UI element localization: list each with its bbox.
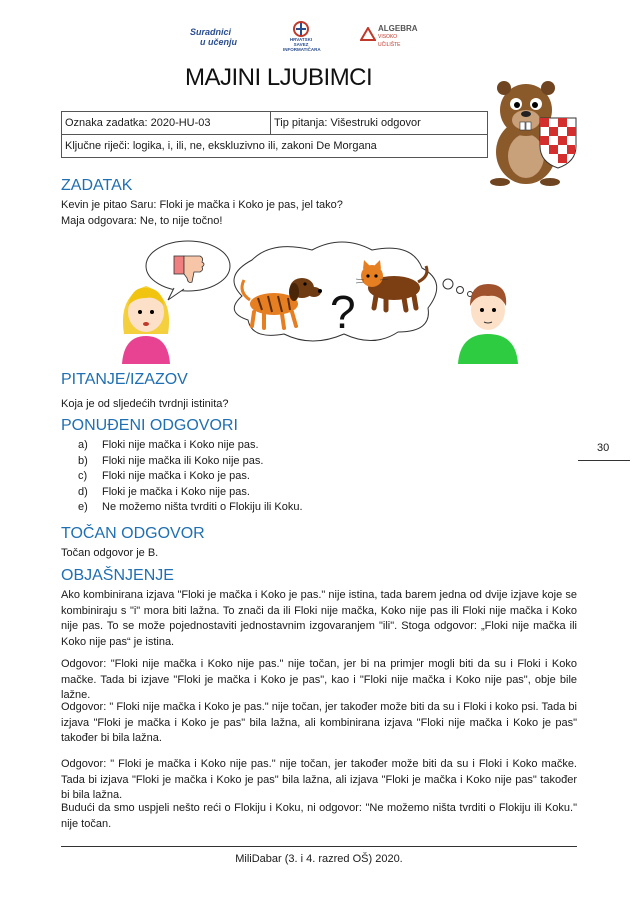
question-heading: PITANJE/IZAZOV <box>61 371 188 388</box>
footer-rule <box>61 846 577 847</box>
task-text: Kevin je pitao Saru: Floki je mačka i Koko je pas, jel tako? Maja odgovara: Ne, to nije točno! <box>61 199 343 227</box>
footer-text: MiliDabar (3. i 4. razred OŠ) 2020. <box>235 853 403 865</box>
answer-options-list <box>78 438 303 516</box>
page-title: MAJINI LJUBIMCI <box>185 64 373 91</box>
question-mark: ? <box>330 286 356 338</box>
task-meta-table <box>61 111 488 158</box>
girl-avatar <box>122 286 170 364</box>
logo-hsi: HRVATSKI SAVEZ INFORMATIČARA <box>283 37 321 52</box>
page-number: 30 <box>597 442 610 454</box>
algebra-logo-icon <box>360 27 376 46</box>
question-text: Koja je od sljedećih tvrdnji istinita? <box>61 398 229 410</box>
task-code: Oznaka zadatka: 2020-HU-03 <box>62 112 271 135</box>
option-e: e) Ne možemo ništa tvrditi o Flokiju ili Koku. <box>78 501 303 513</box>
beaver-mascot-icon <box>474 74 584 191</box>
option-d: d) Floki je mačka i Koko nije pas. <box>78 485 250 498</box>
explanation-paragraph-2: Odgovor: "Floki nije mačka i Koko nije pas." nije točan, jer bi na primjer mogli biti da su i Floki i Koko mačke. Tada bi izjave "Floki je mačka i Koko je pas", kao i "Floki nije mačka i Koko nije pas", obje bile lažne. <box>61 658 577 701</box>
page-number-rule <box>578 460 630 461</box>
keywords: Ključne riječi: logika, i, ili, ne, ekskluzivno ili, zakoni De Morgana <box>62 135 488 158</box>
option-a: a) Floki nije mačka i Koko nije pas. <box>78 439 259 451</box>
explanation-paragraph-1: Ako kombinirana izjava "Floki je mačka i Koko je pas." nije istina, tada barem jedna od dvije izjave koje se kombiniraju s "i" mora biti lažna. To znači da ili Floki nije mačka, Koko nije pas ili Floki nije mačka i Koko nije pas. To se može pojednostaviti jednostavnim izgovaranjem "ili". Stoga odgovor: „Floki nije mačka ili Koko nije pas“ je istina. <box>61 589 577 648</box>
logo-suradnici: Suradnici u učenju <box>190 27 238 47</box>
explanation-paragraph-3: Odgovor: " Floki nije mačka i Koko je pas." nije točan, jer također može biti da su i Floki i koko psi. Tada bi izjava "Floki je mačka i Koko je pas" bila lažna, ali kombinirana izjava "Floki nije mačka i Koko je pas" također bi bila lažna. <box>61 701 577 744</box>
logo-algebra: ALGEBRA VISOKO UČILIŠTE <box>378 24 418 48</box>
option-c: c) Floki nije mačka i Koko je pas. <box>78 470 250 482</box>
task-heading: ZADATAK <box>61 177 133 194</box>
story-illustration <box>112 236 532 369</box>
options-heading: PONUĐENI ODGOVORI <box>61 417 238 434</box>
answer-heading: TOČAN ODGOVOR <box>61 525 205 542</box>
option-b: b) Floki nije mačka ili Koko nije pas. <box>78 454 264 467</box>
explanation-paragraph-4: Odgovor: " Floki je mačka i Koko nije pas." nije točan, jer također može biti da su i Floki i Koko mačke. Tada bi izjava "Floki je mačka i Koko je pas" bila lažna, ali izjava "Floki je mačka i Koko nije pas" također bi bila lažna. <box>61 758 577 801</box>
question-type: Tip pitanja: Višestruki odgovor <box>271 112 488 135</box>
explanation-paragraph-5: Budući da smo uspjeli nešto reći o Flokiju i Koku, ni odgovor: "Ne možemo ništa tvrditi o Flokiju ili Koku." nije točan. <box>61 802 577 830</box>
explanation-heading: OBJAŠNJENJE <box>61 567 174 584</box>
boy-avatar <box>458 284 518 364</box>
answer-text: Točan odgovor je B. <box>61 547 159 559</box>
